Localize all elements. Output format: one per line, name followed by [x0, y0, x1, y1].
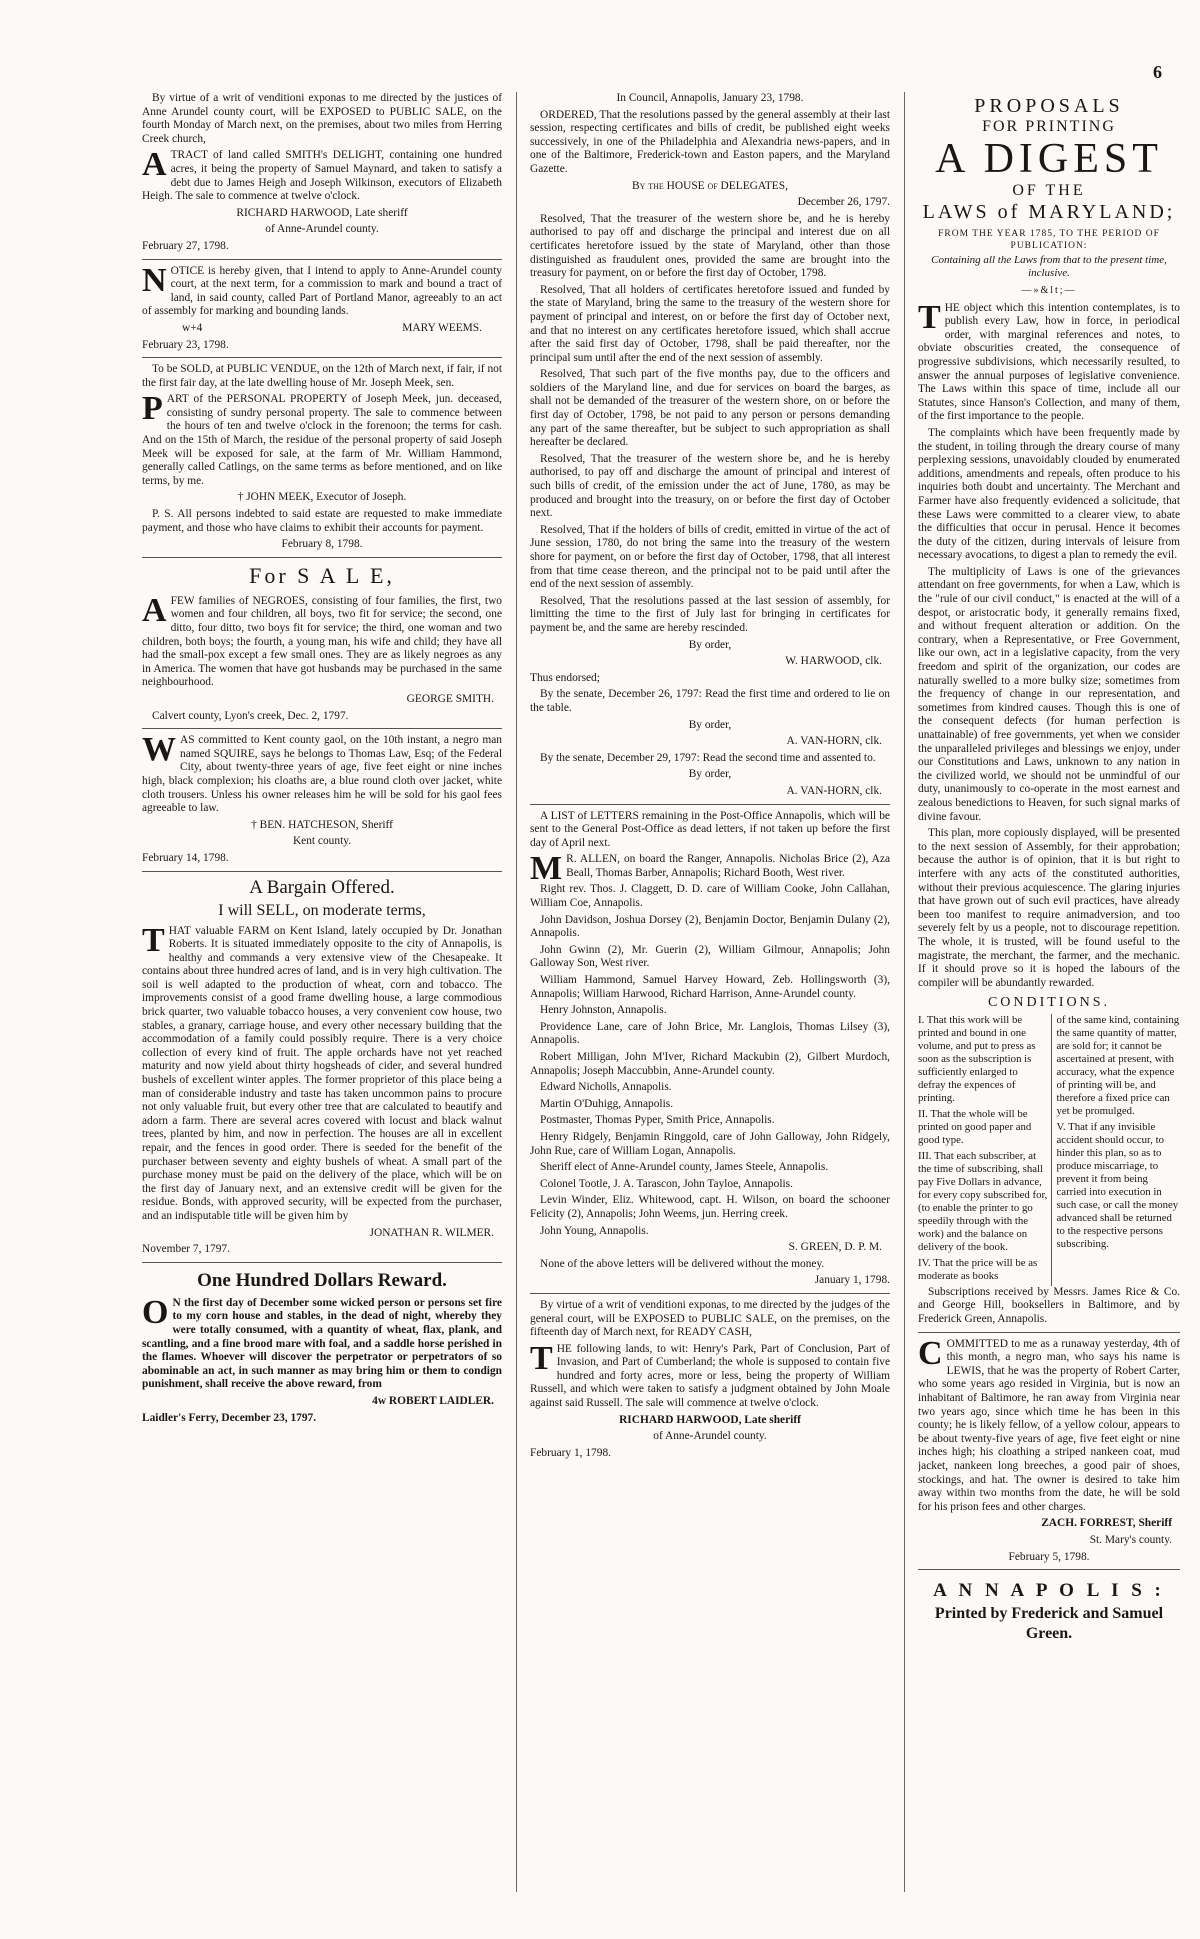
- drop-cap: O: [142, 1293, 169, 1331]
- conditions-title: CONDITIONS.: [987, 995, 1111, 1011]
- ad-signature: MARY WEEMS.: [402, 321, 482, 334]
- ad-date: February 5, 1798.: [1008, 1550, 1090, 1563]
- separator: [530, 1293, 890, 1294]
- notice-council: [530, 92, 890, 177]
- ad-body: ART of the PERSONAL PROPERTY of Joseph Meek, jun. deceased, consisting of sundry personal property. The sale to commence between the hours of ten and twelve o'clock in the forenoon; the terms for cash. And on the 15th of March, the residue of the personal property of said Joseph Meek will be exposed for sale, at the farm of Mr. William Hammond, generally called Catlings, on the same terms as before mentioned, and on like terms, by me.: [142, 393, 502, 487]
- ad-signature: † BEN. HATCHESON, Sheriff: [251, 818, 393, 831]
- ad-signature-line2: of Anne-Arundel county.: [653, 1430, 767, 1443]
- ad-writ-russell: [530, 1299, 890, 1461]
- notice-delegates: [530, 180, 890, 799]
- ad-heading: A Bargain Offered.: [249, 876, 395, 898]
- letters-line: Right rev. Thos. J. Claggett, D. D. care of William Cooke, John Callahan, William Coe, Annapolis.: [530, 883, 890, 910]
- ad-date: February 14, 1798.: [142, 851, 229, 864]
- ad-writ-maynard: [142, 92, 502, 254]
- ad-bargain: [142, 877, 502, 1257]
- resolution: Resolved, That such part of the five months pay, due to the officers and soldiers of the Maryland line, and due for services on board the barges, as shall not be demanded of the treasurer of the western shore, on or before the first day of October, 1798, be not paid to any person or persons demanding any part of the same thereafter, but be subject to such appropriation as shall hereafter be declared.: [530, 368, 890, 449]
- ad-heading: For S A L E,: [249, 562, 395, 588]
- drop-cap: N: [142, 261, 167, 299]
- proposals-paragraph: The complaints which have been frequently made by the student, in toiling through the dreary course of many perplexing sessions, unavoidably clouded by enumerated additions, amendments and repeals, often produce to his inquiries both doubt and uncertainty. The Merchant and Farmer have also frequently evidenced a solicitude, that these Laws were committed to a clearer view, to abate the difficulties that occur in perusal. Hence it becomes the duty of the citizen, during intervals of leisure from necessary avocations, to digest a plan to remedy the evil.: [918, 426, 1180, 562]
- drop-cap: M: [530, 850, 563, 888]
- ad-signature-line2: of Anne-Arundel county.: [265, 223, 379, 236]
- separator: [142, 259, 502, 260]
- separator: [142, 357, 502, 358]
- column-rule: [904, 92, 905, 1892]
- ad-mark: w+4: [182, 321, 203, 334]
- resolution: Resolved, That the resolutions passed at the last session of assembly, for limitting the time to the first of July last for bringing in certificates for payment be, and the same are hereby rescinded.: [530, 594, 890, 634]
- resolution: Resolved, That all holders of certificates heretofore issued and funded by the state of Maryland, bring the same to the treasury of the western shore for payment of principal and interest, on or before the first day of October next, and that no interest on any certificates heretofore issued, which shall accrue after the said first day of October, 1798, shall be paid thereafter, nor the principal sum until after the end of the next session of assembly.: [530, 283, 890, 364]
- ad-body: N the first day of December some wicked person or persons set fire to my corn house and stables, in the dead of night, whereby they were totally consumed, with a quantity of wheat, flax, plank, and scantling, and a fine brood mare with foal, and a saddle horse perished in the flames. Whoever will discover the perpetrator or perpetrators of so abominable an act, in such manner as may bring him or them to condign punishment, shall receive the above reward, from: [142, 1296, 502, 1391]
- postmaster-signature: S. GREEN, D. P. M.: [788, 1241, 882, 1254]
- separator: [918, 1569, 1180, 1570]
- column-left: [142, 92, 502, 1902]
- by-order: By order,: [688, 638, 732, 651]
- ad-place-date: Calvert county, Lyon's creek, Dec. 2, 1797.: [152, 709, 349, 722]
- letters-line: Robert Milligan, John M'Iver, Richard Mackubin (2), Gilbert Murdoch, Annapolis; Joseph Maccubbin, Anne-Arundel county.: [530, 1051, 890, 1077]
- ad-body: HAT valuable FARM on Kent Island, lately occupied by Dr. Jonathan Roberts. It is situated immediately opposite to the city of Annapolis, is healthy and commands a very extensive view of the Chesapeake. It contains about three hundred acres of land, and is in very high cultivation. The soil is well adapted to the production of wheat, corn and tobacco. The improvements consist of a good frame dwelling house, a large commodious brick quarter, two valuable tobacco houses, a very convenient cow house, two stables, a granary, carriage house, and every other necessary building that the accommodation of a family could possibly require. There is a very choice collection of every kind of fruit. The apple orchards have not yet reached maturity and now yield about thirty hogsheads of cider, and several hundred bushels of excellent winter apples. The former proprietor of this place being a man of considerable industry and taste has taken uncommon pains to procure not only valuable fruit, but every other tree that are calculated to beautify and adorn a farm. There are several acres covered with locust and black walnut trees, planted by him, and now in perfection. The houses are all in excellent repair, and the fences in good order. There is seeded for the benefit of the purchaser between seventy and eighty bushels of wheat. A small part of the purchase money must be paid on the delivery of the place, which will be on the first day of January next, and an extensive credit will be given for the residue. Bonds, with approved security, will be expected from the purchaser, and an indisputable title will be given him by: [142, 924, 502, 1222]
- letters-line: Colonel Tootle, J. A. Tarascon, John Tayloe, Annapolis.: [540, 1177, 793, 1190]
- proposals-title: PROPOSALS: [974, 95, 1124, 117]
- senate-reading: By the senate, December 29, 1797: Read the second time and assented to.: [540, 751, 876, 764]
- resolution: Resolved, That the treasurer of the western shore be, and he is hereby authorised, to pay off and discharge the amount of principal and interest of such bills of credit, of the emission under the act of June, 1780, as may be produced and brought into the treasury, on or before the first day of October next.: [530, 452, 890, 520]
- ad-signature: RICHARD HARWOOD, Late sheriff: [619, 1413, 801, 1426]
- ad-squire: [142, 731, 502, 865]
- ad-body: FEW families of NEGROES, consisting of four families, the first, two women and four children, all boys, two fit for service; the second, one ditto, four ditto, two boys fit for service; the third, one woman and two children, both boys; the fourth, a young man, his wife and child; they have all had the small-pox except a few small ones. They are as likely negroes as any in America. The women that have got husbands may be purchased in the same neighbourhood.: [142, 594, 502, 689]
- ad-signature: 4w ROBERT LAIDLER.: [372, 1394, 494, 1407]
- drop-cap: P: [142, 390, 163, 428]
- proposals-subtitle: Containing all the Laws from that to the present time, inclusive.: [931, 254, 1167, 279]
- separator: [142, 1262, 502, 1263]
- ad-signature: GEORGE SMITH.: [406, 692, 494, 705]
- resolution: Resolved, That if the holders of bills of credit, emitted in virtue of the act of June session, 1780, do not bring the same into the treasury of the western shore for payment, on or before the first day of October, 1798, that all interest from that time cease thereon, and the principal not to be paid until after the end of the next session of assembly.: [530, 523, 890, 591]
- proposals-digest: A DIGEST: [935, 136, 1163, 182]
- ad-body: HE following lands, to wit: Henry's Park, Part of Conclusion, Part of Invasion, and Part of Cumberland; the whole is supposed to contain five hundred and forty acres, more or less, being the property of William Russell, and which were taken to satisfy a judgment obtained by John Moale against said Russell. The sale will commence at twelve o'clock.: [530, 1342, 890, 1410]
- proposals-period: FROM THE YEAR 1785, TO THE PERIOD OF PUBLICATION:: [938, 229, 1160, 251]
- notice-date: December 26, 1797.: [797, 196, 890, 209]
- letters-line: Henry Ridgely, Benjamin Ringgold, care of John Galloway, John Ridgely, John Rue, care of William Logan, Annapolis.: [530, 1130, 890, 1157]
- separator: [142, 871, 502, 872]
- ad-signature: JONATHAN R. WILMER.: [369, 1226, 494, 1239]
- condition-item: I. That this work will be printed and bound in one volume, and put to press as soon as the subscription is sufficiently enlarged to defray the expences of printing.: [918, 1013, 1036, 1104]
- condition-item: III. That each subscriber, at the time of subscribing, shall pay Five Dollars in advance, for every copy subscribed for, (to enable the printer to go speedily through with the work) and the balance on delivery of the book.: [918, 1149, 1048, 1253]
- ad-reward: [142, 1269, 502, 1425]
- proposals-of-the: OF THE: [1012, 182, 1086, 199]
- clerk-signature: A. VAN-HORN, clk.: [786, 735, 882, 748]
- separator: [918, 1332, 1180, 1333]
- condition-item: V. That if any invisible accident should occur, to hinder this plan, so as to produce miscarriage, to prevent it from being carried into execution in such case, or call the money advanced shall be returned to the respective persons subscribing.: [1056, 1120, 1179, 1250]
- drop-cap: A: [142, 591, 167, 629]
- drop-cap: A: [142, 146, 167, 184]
- conditions-columns: [918, 1014, 1180, 1286]
- ad-subheading: I will SELL, on moderate terms,: [218, 901, 426, 919]
- proposals-paragraph: This plan, more copiously displayed, will be presented to the next session of Assembly, for their approbation; because the author is of opinion, that it is but right to interfere with any acts of the constituted authorities, without their previous acquiescence. The glaring injuries that have grown out of such evil practices, have already been too manifest to require animadversion, and too severely felt by us a people, not to discourage repetition. The whole, it is trusted, will be found useful to the magistrate, the merchant, the farmer, and the mechanic. If it should prove so it is hoped the labours of the compiler will be abundantly rewarded.: [918, 827, 1180, 989]
- drop-cap: T: [530, 1339, 553, 1377]
- endorsed: Thus endorsed;: [530, 671, 600, 684]
- ad-intro: By virtue of a writ of venditioni exponas, to me directed by the judges of the general court, will be EXPOSED to PUBLIC SALE, on the premises, on the fifteenth day of March next, for READY CASH,: [530, 1298, 890, 1339]
- resolution: Resolved, That the treasurer of the western shore be, and he is hereby authorised to pay off and discharge the principal and interest due on all certificates heretofore issued by the state of Maryland, other than those distinguished as fraudulent ones, provided the same are brought into the treasury for payment, on or before the first day of October, 1798.: [530, 212, 890, 280]
- ad-date: February 27, 1798.: [142, 239, 229, 252]
- letters-line: Henry Johnston, Annapolis.: [540, 1004, 667, 1017]
- ad-intro: By virtue of a writ of venditioni exponas to me directed by the justices of Anne Arundel county court, will be EXPOSED to PUBLIC SALE, on the fourth Monday of March next, on the premises, about two miles from Herring Creek church,: [142, 92, 502, 145]
- ad-date: February 1, 1798.: [530, 1446, 611, 1459]
- imprint-place: A N N A P O L I S :: [933, 1580, 1165, 1602]
- imprint: [918, 1580, 1180, 1644]
- letters-line: Levin Winder, Eliz. Whitewood, capt. H. Wilson, on board the schooner Felicity (2), Annapolis; John Weems, jun. Herring creek.: [530, 1194, 890, 1220]
- notice-heading: In Council, Annapolis, January 23, 1798.: [616, 92, 804, 104]
- ad-body: AS committed to Kent county gaol, on the 10th instant, a negro man named SQUIRE, says he belongs to Thomas Law, Esq; of the Federal City, about twenty-three years of age, five feet eight or nine inches high, black complexion; his cloaths are, a blue round cloth over jacket, white cloth trousers. Unless his owner releases him he will be sold for his gaol fees agreeable to law.: [142, 734, 502, 815]
- page-number: 6: [1153, 62, 1162, 82]
- letters-line: John Davidson, Joshua Dorsey (2), Benjamin Doctor, Benjamin Dulany (2), Annapolis.: [530, 913, 890, 940]
- subscriptions-note: Subscriptions received by Messrs. James Rice & Co. and George Hill, booksellers in Baltimore, and by Frederick Green, Annapolis.: [918, 1285, 1180, 1326]
- ad-signature: ZACH. FORREST, Sheriff: [1041, 1517, 1172, 1530]
- imprint-printer: Printed by Frederick and Samuel Green.: [934, 1605, 1164, 1643]
- notice-body: ORDERED, That the resolutions passed by the general assembly at their last session, respecting certificates and bills of credit, be published eight weeks successively, in one of the Philadelphia and Alexandria news-papers, and in one of the Baltimore, Frederick-town and Easton papers, and the Maryland Gazette.: [530, 108, 890, 175]
- ad-date: Laidler's Ferry, December 23, 1797.: [142, 1411, 317, 1424]
- letters-line: John Gwinn (2), Mr. Guerin (2), William Gilmour, Annapolis; John Galloway Son, West river.: [530, 943, 890, 970]
- ad-lewis: [918, 1334, 1180, 1565]
- separator: [530, 804, 890, 805]
- column-right: [918, 92, 1180, 1902]
- separator: [142, 728, 502, 729]
- letters-intro: A LIST of LETTERS remaining in the Post-Office Annapolis, which will be sent to the General Post-Office as dead letters, if not taken up before the first day of April next.: [530, 809, 890, 849]
- letters-line: William Hammond, Samuel Harvey Howard, Zeb. Hollingsworth (3), Annapolis; William Harwood, Richard Harrison, Anne-Arundel county.: [530, 974, 890, 1000]
- ad-date: February 23, 1798.: [142, 338, 229, 351]
- letters-line: Martin O'Duhigg, Annapolis.: [540, 1097, 674, 1110]
- ad-weems: [142, 261, 502, 353]
- ad-date: November 7, 1797.: [142, 1243, 230, 1256]
- by-order: By order,: [688, 718, 732, 731]
- column-middle: [530, 92, 890, 1902]
- letters-note: None of the above letters will be delivered without the money.: [540, 1257, 825, 1270]
- ornament-divider: —»&lt;—: [1021, 285, 1077, 296]
- drop-cap: T: [918, 298, 941, 336]
- ad-signature-line2: St. Mary's county.: [1089, 1533, 1172, 1546]
- proposals: [918, 94, 1180, 1327]
- condition-item: IV. That the price will be as moderate as books: [918, 1256, 1038, 1282]
- senate-reading: By the senate, December 26, 1797: Read the first time and ordered to lie on the table.: [530, 688, 890, 714]
- ad-heading: One Hundred Dollars Reward.: [197, 1269, 447, 1291]
- drop-cap: W: [142, 731, 176, 769]
- ad-meek: [142, 363, 502, 552]
- list-of-letters: [530, 810, 890, 1288]
- separator: [142, 557, 502, 558]
- clerk-signature: A. VAN-HORN, clk.: [786, 784, 882, 797]
- ad-postscript: P. S. All persons indebted to said estate are requested to make immediate payment, and those who have claims to exhibit their accounts for payment.: [142, 508, 502, 534]
- ad-signature-line2: Kent county.: [292, 835, 352, 848]
- ad-body: OTICE is hereby given, that I intend to apply to Anne-Arundel county court, at the next term, for a commission to mark and bound a tract of land, in said county, called Part of Portland Manor, agreeably to an act of assembly for marking and bounding lands.: [142, 264, 502, 318]
- letters-line: John Young, Annapolis.: [540, 1224, 649, 1237]
- proposals-for-printing: FOR PRINTING: [982, 118, 1116, 135]
- proposals-laws: LAWS of MARYLAND;: [922, 201, 1176, 223]
- clerk-signature: W. HARWOOD, clk.: [785, 655, 882, 668]
- letters-first: R. ALLEN, on board the Ranger, Annapolis. Nicholas Brice (2), Aza Beall, Thomas Barber, Annapolis; Richard Booth, West river.: [566, 853, 890, 879]
- ad-for-sale: [142, 563, 502, 723]
- ad-signature: † JOHN MEEK, Executor of Joseph.: [237, 491, 407, 504]
- condition-item: II. That the whole will be printed on good paper and good type.: [918, 1107, 1032, 1146]
- letters-date: January 1, 1798.: [814, 1274, 890, 1287]
- drop-cap: C: [918, 1334, 943, 1372]
- ad-signature: RICHARD HARWOOD, Late sheriff: [236, 206, 408, 219]
- by-order: By order,: [688, 768, 732, 781]
- proposals-paragraph: HE object which this intention contemplates, is to publish every Law, how in force, in periodical order, with marginal references and notes, to obviate obscurities created, the consequence of progressive subdivisions, which necessarily resulted, to answer the annual purposes of legislative convenience. The Laws within this space of time, include all our Statutes, since Hanson's Collection, and many of them, of the first importance to the people.: [918, 301, 1180, 423]
- letters-line: Providence Lane, care of John Brice, Mr. Langlois, Thomas Lilsey (3), Annapolis.: [530, 1020, 890, 1047]
- column-rule: [516, 92, 517, 1892]
- notice-heading: By the HOUSE of DELEGATES,: [632, 179, 788, 192]
- ad-date: February 8, 1798.: [281, 538, 363, 551]
- condition-item: of the same kind, containing the same quantity of matter, are sold for; it cannot be ascertained at present, with accuracy, what the expence of printing will be, and therefore a fixed price can yet be promulged.: [1056, 1013, 1180, 1117]
- ad-intro: To be SOLD, at PUBLIC VENDUE, on the 12th of March next, if fair, if not the first fair day, at the late dwelling house of Mr. Joseph Meek, sen.: [142, 363, 502, 389]
- proposals-paragraph: The multiplicity of Laws is one of the grievances attendant on free governments, for when a Law, which is the "rule of our civil conduct," is enacted at the will of a despot, or aristocratic body, it generally remains fixed, and without frequent alteration or addition. On the contrary, when a Representative, or Free Government, like our own, act in a legislative capacity, from the very freedom and spirit of the organization, our codes are naturally swelled to a more bulky size; sometimes from the frequency of change in our representation, and sometimes from kindred causes. Though this is one of the consequent defects (for human perfection is unattainable) of free governments, yet when we consider the unparalleled privileges and blessings we enjoy, under our Constitutions and Laws, unknown to any nation in the civilized world, we should not be unmindful of our duty, unanimously to co-operate in the most earnest and zealous benedictions to Heaven, for such signal marks of divine favour.: [918, 565, 1180, 823]
- ad-body: TRACT of land called SMITH's DELIGHT, containing one hundred acres, it being the property of Samuel Maynard, and taken to satisfy a debt due to James Heigh and Joseph Wilkinson, executors of Elizabeth Heigh. The sale to commence at twelve o'clock.: [142, 149, 502, 203]
- ad-body: OMMITTED to me as a runaway yesterday, 4th of this month, a negro man, who says his name is LEWIS, that he was the property of Robert Carter, who some years ago resided in Virginia, but is now an inhabitant of Baltimore, he ran away from Virginia near two years ago, since which time he has been in this county; he is likely fellow, of a yellow colour, appears to be about twenty-five years of age, five feet eight or nine inches high; his cloathing a striped nankeen coat, mud jacket, nankeen long breeches, a good pair of shoes, stockings, and hat. The owner is desired to take him away within two months from the date, he will be sold for his prison fees and other charges.: [918, 1337, 1180, 1513]
- letters-line: Sheriff elect of Anne-Arundel county, James Steele, Annapolis.: [540, 1161, 829, 1174]
- letters-line: Postmaster, Thomas Pyper, Smith Price, Annapolis.: [540, 1114, 775, 1127]
- drop-cap: T: [142, 921, 165, 959]
- letters-line: Edward Nicholls, Annapolis.: [540, 1081, 672, 1094]
